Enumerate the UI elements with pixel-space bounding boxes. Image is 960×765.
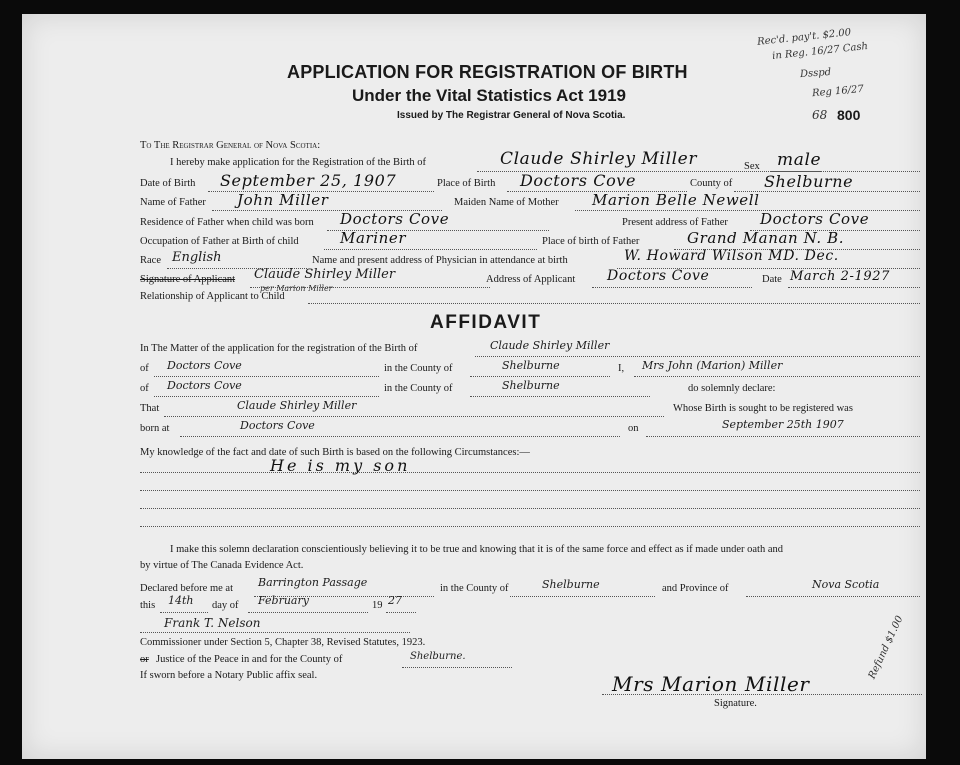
residence-label: Residence of Father when child was born	[140, 217, 314, 228]
father-birthplace-value: Grand Manan N. B.	[687, 229, 845, 247]
race-value: English	[172, 250, 222, 265]
province-label: and Province of	[662, 583, 729, 594]
that-name: Claude Shirley Miller	[237, 399, 357, 412]
year-prefix: 19	[372, 600, 383, 611]
applicant-address-label: Address of Applicant	[486, 274, 576, 285]
commissioner-signature: Frank T. Nelson	[164, 616, 261, 630]
affidavit-of-place-2: Doctors Cove	[167, 379, 242, 392]
circumstance-value: He is my son	[270, 456, 411, 475]
record-number-stamp: 800	[837, 107, 861, 123]
solemnly-declare: do solemnly declare:	[688, 383, 776, 394]
on-label: on	[628, 423, 639, 434]
or-label: or	[140, 654, 149, 665]
sex-label: Sex	[744, 161, 760, 172]
relationship-label: Relationship of Applicant to Child	[140, 291, 285, 302]
signature-label: Signature of Applicant	[140, 274, 236, 285]
dob-value: September 25, 1907	[220, 171, 397, 190]
child-name-value: Claude Shirley Miller	[500, 149, 698, 169]
register-ref-note: Reg 16/27	[811, 83, 865, 100]
declarant-signature: Mrs Marion Miller	[612, 672, 810, 696]
payment-note: Rec'd. pay't. $2.00	[756, 27, 852, 48]
occupation-label: Occupation of Father at Birth of child	[140, 236, 299, 247]
physician-value: W. Howard Wilson MD. Dec.	[624, 248, 839, 264]
of-label-2: of	[140, 383, 149, 394]
solemn-declaration-1: I make this solemn declaration conscientiously believing it to be true and knowing that it is of the same force and effect as if made under oath and	[170, 544, 783, 555]
in-matter-label: In The Matter of the application for the registration of the Birth of	[140, 343, 418, 354]
signature-note: per Marion Miller	[260, 284, 333, 293]
justice-line: Justice of the Peace in and for the County of	[156, 654, 343, 665]
father-birthplace-label: Place of birth of Father	[542, 236, 640, 247]
register-note: in Reg. 16/27 Cash	[771, 41, 869, 62]
that-label: That	[140, 403, 160, 414]
in-county-label-3: in the County of	[440, 583, 509, 594]
dob-label: Date of Birth	[140, 178, 196, 189]
province-value: Nova Scotia	[812, 578, 880, 591]
declared-county-value: Shelburne	[542, 578, 600, 591]
occupation-value: Mariner	[340, 229, 407, 247]
birth-registration-form	[22, 14, 926, 759]
in-county-label: in the County of	[384, 363, 453, 374]
mother-value: Marion Belle Newell	[592, 191, 760, 209]
present-address-value: Doctors Cove	[760, 210, 870, 228]
affidavit-child-name: Claude Shirley Miller	[490, 339, 610, 352]
father-label: Name of Father	[140, 197, 206, 208]
born-at-value: Doctors Cove	[240, 419, 315, 432]
declared-at-value: Barrington Passage	[258, 576, 368, 589]
place-value: Doctors Cove	[520, 171, 637, 190]
county-value: Shelburne	[764, 172, 854, 191]
signature-value: Claude Shirley Miller	[254, 267, 396, 282]
refund-note: Refund $1.00	[866, 614, 906, 681]
affidavit-county-2: Shelburne	[502, 379, 560, 392]
whose-birth-label: Whose Birth is sought to be registered was	[673, 403, 853, 414]
affidavit-county: Shelburne	[502, 359, 560, 372]
county-label: County of	[690, 178, 733, 189]
born-on-value: September 25th 1907	[722, 418, 844, 431]
this-label: this	[140, 600, 156, 611]
present-address-label: Present address of Father	[622, 217, 728, 228]
residence-value: Doctors Cove	[340, 210, 450, 228]
intro-label: I hereby make application for the Registration of the Birth of	[170, 157, 427, 168]
justice-county-value: Shelburne.	[410, 651, 466, 662]
day-of-label: day of	[212, 600, 239, 611]
mother-label: Maiden Name of Mother	[454, 197, 559, 208]
affidavit-heading: AFFIDAVIT	[430, 312, 542, 333]
year-suffix-value: 27	[388, 594, 402, 607]
form-subtitle: Under the Vital Statistics Act 1919	[352, 86, 626, 105]
addressed-to: To The Registrar General of Nova Scotia:	[140, 140, 321, 151]
page-ref-note: 68	[812, 108, 828, 122]
declarant-name: Mrs John (Marion) Miller	[642, 359, 783, 372]
in-county-label-2: in the County of	[384, 383, 453, 394]
knowledge-label: My knowledge of the fact and date of such Birth is based on the following Circumstances:—	[140, 447, 530, 458]
notary-line: If sworn before a Notary Public affix seal.	[140, 670, 318, 681]
form-title: APPLICATION FOR REGISTRATION OF BIRTH	[287, 62, 688, 82]
date-label: Date	[762, 274, 782, 285]
commissioner-line: Commissioner under Section 5, Chapter 38, Revised Statutes, 1923.	[140, 637, 426, 648]
day-value: 14th	[168, 594, 194, 607]
physician-label: Name and present address of Physician in attendance at birth	[312, 255, 568, 266]
month-value: February	[258, 594, 309, 607]
of-label: of	[140, 363, 149, 374]
declared-label: Declared before me at	[140, 583, 233, 594]
i-label: I,	[618, 363, 625, 374]
dispatched-note: Dsspd	[799, 66, 832, 81]
affidavit-of-place: Doctors Cove	[167, 359, 242, 372]
applicant-address-value: Doctors Cove	[607, 268, 710, 284]
born-at-label: born at	[140, 423, 170, 434]
father-value: John Miller	[237, 191, 329, 209]
issued-by: Issued by The Registrar General of Nova Scotia.	[397, 110, 626, 121]
sex-value: male	[777, 150, 822, 170]
solemn-declaration-2: by virtue of The Canada Evidence Act.	[140, 560, 304, 571]
place-label: Place of Birth	[437, 178, 496, 189]
race-label: Race	[140, 255, 161, 266]
signature-caption: Signature.	[714, 698, 757, 709]
date-value: March 2-1927	[790, 269, 891, 284]
